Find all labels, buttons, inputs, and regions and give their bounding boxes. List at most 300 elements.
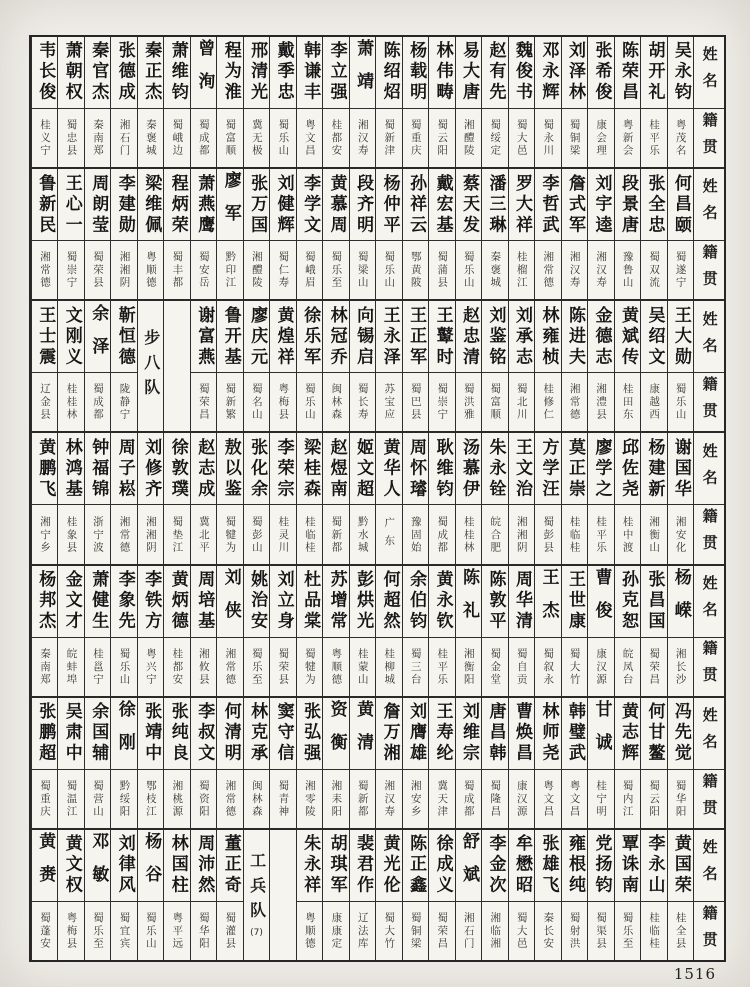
person-column [402,433,428,563]
person-column [349,433,375,563]
person-origin: 湘安乡 [409,779,422,818]
person-origin: 蜀成都 [436,515,449,554]
person-column [84,566,110,696]
person-name: 黄国荣 [670,834,691,897]
person-origin: 粤顺德 [330,647,343,686]
name-cell [323,37,348,109]
person-name: 金德志 [591,305,612,368]
person-origin: 蜀青神 [277,779,290,818]
origin-header-cell [694,505,724,563]
name-cell [482,301,507,373]
name-cell [111,830,136,902]
person-origin: 蜀成都 [91,383,104,422]
origin-cell [456,241,481,299]
name-header-label: 姓名 [700,839,719,892]
name-cell [509,301,534,373]
name-cell [217,830,242,902]
name-cell [138,433,163,505]
name-cell [270,169,295,241]
origin-cell [58,638,83,696]
person-name: 黄鹏飞 [35,437,56,501]
person-column [587,698,613,828]
origin-cell [111,770,136,828]
origin-cell [482,241,507,299]
origin-header-cell [694,770,724,828]
name-cell [191,37,216,109]
person-column [190,566,216,696]
name-cell [535,830,560,902]
name-cell [32,37,57,109]
person-origin: 蜀重庆 [409,119,422,157]
person-name: 李象先 [114,569,135,633]
person-column [349,301,375,431]
name-cell [270,37,295,109]
person-column [57,301,83,431]
person-name: 周子崧 [114,437,135,501]
origin-cell [85,373,110,431]
origin-cell [191,373,216,431]
person-origin: 粤梅县 [277,383,290,422]
person-name: 黄文权 [61,834,82,897]
person-column [375,169,401,299]
person-column [31,830,57,960]
name-cell [111,433,136,505]
origin-cell [217,505,242,563]
person-origin: 蜀铜梁 [409,912,422,950]
origin-cell [58,770,83,828]
roster-band-3 [31,299,724,431]
person-name: 李学文 [300,173,321,236]
person-column [375,433,401,563]
person-column [243,698,269,828]
origin-cell [217,770,242,828]
origin-cell [85,638,110,696]
name-header-label: 姓名 [700,442,719,496]
person-name: 黄慕周 [326,173,347,236]
name-cell [323,301,348,373]
person-origin: 蜀梁山 [356,251,369,290]
person-origin: 蜀新都 [330,515,343,554]
person-column [243,566,269,696]
origin-cell [191,241,216,299]
name-cell [323,698,348,770]
person-column [269,37,295,167]
name-cell [32,301,57,373]
name-header-cell [694,169,724,241]
person-name: 姚治安 [247,569,268,633]
origin-cell [138,109,163,167]
name-cell [244,37,269,109]
person-name: 窦守信 [273,702,294,765]
person-column [322,37,348,167]
person-origin: 蜀荣县 [91,251,104,290]
person-column [349,566,375,696]
person-name: 萧维钧 [167,41,188,104]
person-origin: 黔水城 [356,515,369,554]
person-origin: 康康定 [330,912,343,950]
person-column [110,433,136,563]
person-column [243,433,269,563]
origin-header-cell [694,109,724,167]
origin-cell [217,373,242,431]
name-cell [482,169,507,241]
origin-cell [615,241,640,299]
name-cell [535,301,560,373]
origin-header-label: 籍贯 [700,111,719,165]
person-name: 杨嵘 [670,567,691,635]
person-name: 耿维钧 [432,437,453,501]
person-origin: 蜀荣昌 [648,647,661,686]
origin-cell [509,902,534,960]
origin-cell [376,902,401,960]
person-origin: 秦褒城 [144,119,157,157]
person-origin: 蜀富顺 [489,383,502,422]
name-cell [482,566,507,638]
person-column [587,37,613,167]
person-column [57,433,83,563]
origin-cell [164,638,189,696]
person-name: 姬文超 [353,437,374,501]
person-name: 孙克恕 [617,569,638,633]
person-origin: 陇静宁 [118,383,131,422]
person-column [110,169,136,299]
person-name: 何甘鳌 [644,702,665,765]
origin-cell [323,505,348,563]
origin-cell [111,902,136,960]
name-cell [297,698,322,770]
person-origin: 桂桂林 [65,383,78,422]
name-cell [668,37,693,109]
person-name: 金文才 [61,569,82,633]
person-column [561,698,587,828]
person-origin: 蜀丰都 [171,251,184,290]
unit-label: 工兵队 [247,851,267,927]
name-cell [85,566,110,638]
person-column [137,698,163,828]
person-name: 刘泽林 [564,41,585,104]
origin-header-label: 籍贯 [700,640,719,693]
name-cell [509,433,534,505]
roster-band-7 [31,828,724,960]
name-cell [138,37,163,109]
origin-cell [138,902,163,960]
person-origin: 蜀乐山 [277,119,290,157]
origin-cell [456,770,481,828]
person-name: 徐乐军 [300,305,321,368]
name-cell [164,169,189,241]
name-cell [588,830,613,902]
column-headers [693,566,724,696]
person-name: 詹万湘 [379,702,400,765]
person-name: 黄斌传 [617,305,638,368]
person-origin: 湘宁乡 [38,515,51,554]
origin-cell [244,241,269,299]
person-origin: 桂榴江 [515,251,528,290]
person-name: 陈正鑫 [406,834,427,897]
unit-cell [138,301,163,431]
person-column [269,169,295,299]
origin-cell [482,373,507,431]
person-column [190,169,216,299]
name-cell [562,566,587,638]
person-name: 敖以鉴 [220,437,241,501]
origin-cell [615,902,640,960]
person-origin: 桂邕宁 [91,647,104,686]
person-origin: 蜀乐山 [118,647,131,686]
name-cell [350,301,375,373]
person-name: 曹焕昌 [512,702,533,765]
person-name: 刘鉴铭 [485,305,506,368]
person-column [481,37,507,167]
name-cell [111,301,136,373]
person-origin: 湘安化 [674,515,687,554]
person-origin: 湘湘阴 [118,251,131,290]
origin-cell [350,241,375,299]
person-column [640,37,666,167]
person-column [667,301,693,431]
column-headers [693,830,724,960]
origin-header-label: 籍贯 [700,243,719,297]
name-cell [32,698,57,770]
person-origin: 桂平乐 [436,647,449,686]
person-name: 韩璧武 [564,702,585,765]
person-origin: 蜀新都 [356,779,369,818]
name-cell [32,830,57,902]
person-column [455,37,481,167]
person-origin: 蜀乐山 [383,251,396,290]
person-name: 罗大祥 [512,173,533,236]
column-headers [693,301,724,431]
person-name: 牟懋昭 [512,834,533,897]
person-column [614,830,640,960]
person-origin: 湘耒阳 [330,779,343,818]
origin-cell [403,638,428,696]
person-name: 张万国 [247,173,268,236]
person-name: 张全忠 [644,173,665,236]
name-cell [350,566,375,638]
person-column [84,301,110,431]
person-origin: 蜀仁寿 [277,251,290,290]
person-name: 余国辅 [88,702,109,765]
person-column [296,301,322,431]
person-origin: 蜀崇宁 [65,251,78,290]
name-cell [641,698,666,770]
person-origin: 湘临湘 [489,912,502,950]
person-column [428,698,454,828]
person-origin: 康汉源 [595,647,608,686]
origin-cell [615,770,640,828]
person-name: 王大勋 [670,305,691,368]
person-column [481,566,507,696]
person-name: 鲁开基 [220,305,241,368]
person-origin: 湘零陵 [303,779,316,818]
person-origin: 湘汉寿 [595,251,608,290]
name-cell [509,830,534,902]
person-origin: 蜀安岳 [197,251,210,290]
person-origin: 蜀温江 [65,779,78,818]
person-origin: 蜀宜宾 [118,912,131,950]
person-origin: 蜀重庆 [38,779,51,818]
name-cell [482,37,507,109]
column-headers [693,37,724,167]
person-name: 文刚义 [61,305,82,368]
origin-cell [482,109,507,167]
person-name: 张化余 [247,437,268,501]
person-column [349,37,375,167]
person-name: 詹式军 [564,173,585,236]
name-cell [297,301,322,373]
person-column [163,698,189,828]
origin-cell [588,902,613,960]
person-name: 陈进夫 [564,305,585,368]
origin-cell [111,241,136,299]
origin-header-cell [694,902,724,960]
name-cell [429,566,454,638]
person-name: 萧燕鹰 [194,173,215,236]
person-name: 杨邦杰 [35,569,56,633]
person-name: 董正奇 [220,834,241,897]
origin-cell [562,902,587,960]
person-column [190,698,216,828]
name-cell [58,830,83,902]
origin-cell [668,241,693,299]
person-name: 张雄飞 [538,834,559,897]
unit-label: 步八队 [141,329,161,404]
person-name: 周沛然 [194,834,215,897]
person-origin: 鄂枝江 [144,779,157,818]
person-name: 徐刚 [114,700,135,767]
person-column [31,37,57,167]
person-name: 王心一 [61,173,82,236]
person-origin: 蜀铜梁 [568,119,581,157]
origin-cell [164,902,189,960]
name-cell [376,566,401,638]
person-origin: 闽林森 [250,779,263,818]
person-origin: 蜀彭山 [250,515,263,554]
empty-cell [270,830,295,960]
origin-cell [191,902,216,960]
person-column [667,37,693,167]
name-cell [429,37,454,109]
name-cell [429,301,454,373]
name-cell [641,169,666,241]
person-name: 雍根纯 [564,834,585,897]
origin-cell [32,902,57,960]
origin-cell [535,902,560,960]
name-cell [376,37,401,109]
person-name: 谢国华 [670,437,691,501]
person-column [243,301,269,431]
name-cell [217,301,242,373]
origin-cell [562,109,587,167]
person-name: 张弘强 [300,702,321,765]
name-cell [191,433,216,505]
person-column [508,433,534,563]
person-column [402,698,428,828]
person-origin: 湘常德 [224,779,237,818]
column-headers [693,433,724,563]
origin-cell [323,241,348,299]
person-column [137,830,163,960]
name-cell [588,301,613,373]
name-cell [456,566,481,638]
person-column [481,698,507,828]
person-name: 冯先觉 [670,702,691,765]
name-cell [244,698,269,770]
person-column [269,566,295,696]
person-origin: 蜀华阳 [197,912,210,950]
person-column [481,433,507,563]
person-origin: 蜀乐山 [144,912,157,950]
person-column [163,830,189,960]
person-name: 林克承 [247,702,268,765]
origin-cell [535,241,560,299]
person-column [667,566,693,696]
person-origin: 桂平乐 [648,119,661,157]
person-name: 黄志辉 [617,702,638,765]
person-column [216,37,242,167]
person-column [534,698,560,828]
name-cell [615,698,640,770]
origin-cell [191,109,216,167]
origin-cell [297,638,322,696]
name-header-cell [694,301,724,373]
name-cell [58,301,83,373]
person-column [508,566,534,696]
origin-cell [350,373,375,431]
person-origin: 蜀乐至 [91,912,104,950]
person-column [534,566,560,696]
name-cell [164,566,189,638]
person-name: 秦官杰 [88,41,109,104]
name-cell [164,830,189,902]
person-name: 梁桂森 [300,437,321,501]
column-headers [693,169,724,299]
name-cell [668,830,693,902]
name-cell [244,433,269,505]
name-cell [429,698,454,770]
person-column [31,301,57,431]
person-name: 舒斌 [459,832,480,899]
origin-cell [58,373,83,431]
name-cell [509,169,534,241]
person-origin: 蜀华阳 [674,779,687,818]
person-origin: 辽金县 [38,383,51,422]
person-column [296,566,322,696]
person-column [561,301,587,431]
origin-cell [323,902,348,960]
name-cell [403,566,428,638]
name-cell [456,169,481,241]
person-origin: 桂田东 [621,383,634,422]
person-column [375,698,401,828]
person-column [614,698,640,828]
origin-cell [297,109,322,167]
name-cell [323,566,348,638]
person-origin: 蜀崇宁 [436,383,449,422]
name-cell [244,566,269,638]
origin-cell [588,638,613,696]
person-name: 程为淮 [220,41,241,104]
person-name: 鲁新民 [35,173,56,236]
name-cell [138,830,163,902]
person-column [110,830,136,960]
person-origin: 粤文昌 [303,119,316,157]
person-origin: 桂修仁 [542,383,555,422]
person-origin: 湘桃源 [171,779,184,818]
name-cell [641,566,666,638]
name-cell [217,698,242,770]
